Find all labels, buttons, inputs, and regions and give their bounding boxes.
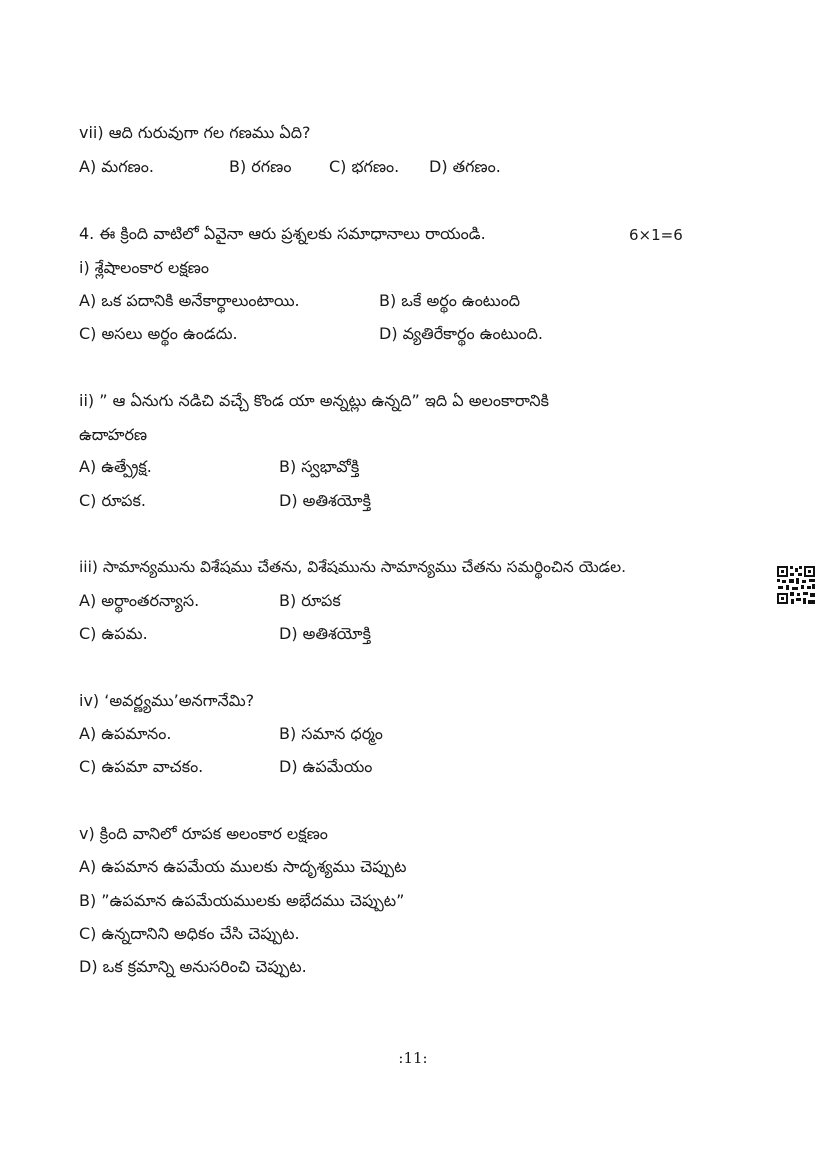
question-i-stem: i) శ్లేషాలంకార లక్షణం <box>79 258 209 277</box>
question-ii-stem-line-2: ఉదాహరణ <box>79 425 148 444</box>
question-iv-stem: iv) ‘అవర్ణ్యము’అనగానేమి? <box>79 691 255 710</box>
question-ii-option-c: C) రూపక. <box>79 491 146 510</box>
page-number: :11: <box>398 1049 428 1067</box>
question-ii-option-b: B) స్వభావోక్తి <box>279 457 360 476</box>
question-iv-option-a: A) ఉపమానం. <box>79 724 172 743</box>
question-iii-option-a: A) అర్థాంతరన్యాస. <box>79 591 200 610</box>
question-vii-option-c: C) భగణం. <box>329 157 400 176</box>
question-v-option-c: C) ఉన్నదానిని అధికం చేసి చెప్పుట. <box>79 924 300 943</box>
question-iii-option-c: C) ఉపమ. <box>79 624 148 643</box>
question-v-option-d: D) ఒక క్రమాన్ని అనుసరించి చెప్పుట. <box>79 957 307 976</box>
question-v-stem: v) క్రింది వానిలో రూపక అలంకార లక్షణం <box>79 824 328 843</box>
question-vii-option-b: B) రగణం <box>229 157 292 176</box>
question-ii-option-a: A) ఉత్ప్రేక్ష. <box>79 457 152 476</box>
question-iii-option-d: D) అతిశయోక్తి <box>279 624 371 643</box>
question-vii-option-a: A) మగణం. <box>79 157 154 176</box>
question-vii-option-d: D) తగణం. <box>429 157 501 176</box>
question-i-option-b: B) ఒకే అర్థం ఉంటుంది <box>379 291 521 310</box>
question-v-option-b: B) ”ఉపమాన ఉపమేయములకు అభేదము చెప్పుట” <box>79 891 405 910</box>
section-4-marks: 6×1=6 <box>629 226 683 244</box>
question-ii-stem-line-1: ii) ” ఆ ఏనుగు నడిచి వచ్చే కొండ యా అన్నట్లు ఉన్నది” ఇది ఏ అలంకారానికి <box>79 391 549 410</box>
question-iv-option-b: B) సమాన ధర్మం <box>279 724 383 743</box>
question-i-option-a: A) ఒక పదానికి అనేకార్థాలుంటాయి. <box>79 291 300 310</box>
question-iii-stem: iii) సామాన్యమును విశేషము చేతను, విశేషమును సామాన్యము చేతను సమర్థించిన యెడల. <box>79 558 627 576</box>
question-i-option-d: D) వ్యతిరేకార్థం ఉంటుంది. <box>379 324 543 343</box>
question-iii-option-b: B) రూపక <box>279 591 341 610</box>
question-ii-option-d: D) అతిశయోక్తి <box>279 491 371 510</box>
question-iv-option-c: C) ఉపమా వాచకం. <box>79 757 204 776</box>
qr-code-icon <box>776 565 816 605</box>
section-4-title: 4. ఈ క్రింది వాటిలో ఏవైనా ఆరు ప్రశ్నలకు సమాధానాలు రాయండి. <box>79 224 486 243</box>
question-vii-stem: vii) ఆది గురువుగా గల గణము ఏది? <box>79 123 311 142</box>
question-i-option-c: C) అసలు అర్థం ఉండదు. <box>79 324 238 343</box>
question-iv-option-d: D) ఉపమేయం <box>279 757 373 776</box>
question-v-option-a: A) ఉపమాన ఉపమేయ ములకు సాదృశ్యము చెప్పుట <box>79 857 407 876</box>
